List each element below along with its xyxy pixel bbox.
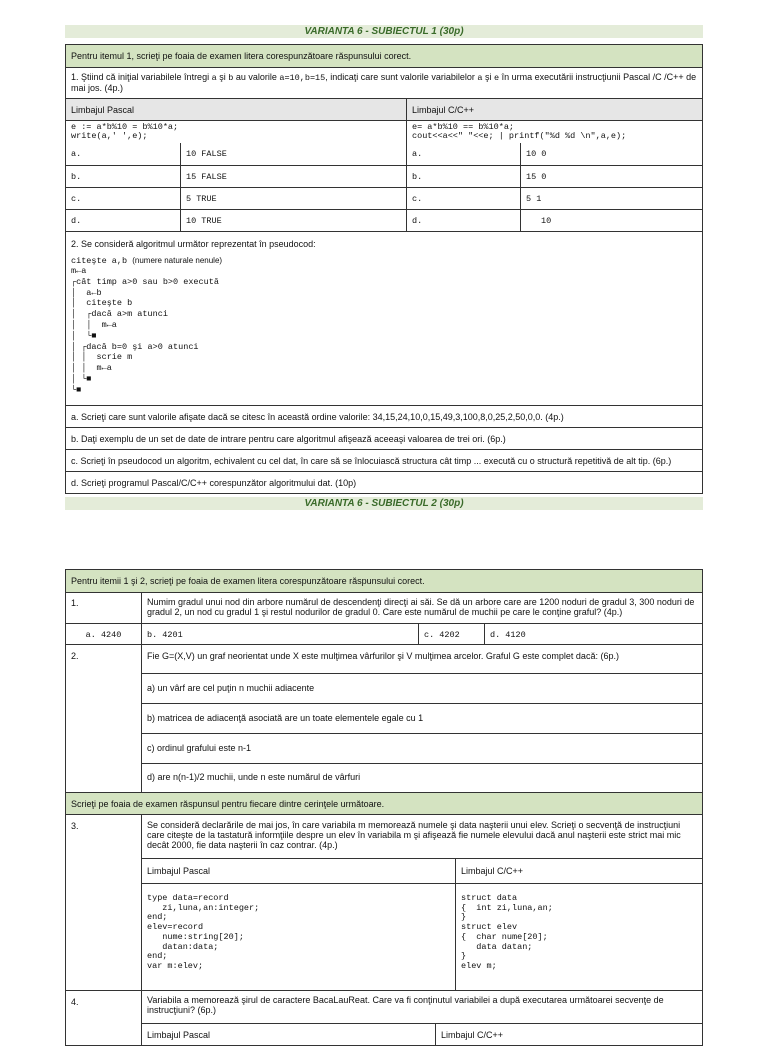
s2-q2-text: Fie G=(X,V) un graf neorientat unde X este mulţimea vârfurilor şi V mulţimea arcelor. Graful G este complet dacă: (6p.) xyxy=(147,651,619,661)
s2-q2-option-d: d) are n(n-1)/2 muchii, unde n este numărul de vârfuri xyxy=(142,763,702,792)
option-letter: a. xyxy=(406,143,520,165)
pseudocode-first-line xyxy=(71,256,316,266)
s2-q2-option-a: a) un vârf are cel puţin n muchii adiacente xyxy=(142,673,702,703)
lang-pascal: Limbajul Pascal xyxy=(147,1030,211,1040)
s1-q1-row xyxy=(66,67,702,98)
option-letter: c. xyxy=(71,194,82,204)
s2-q3-text: Se consideră declarările de mai jos, în care variabila m memorează numele şi data naşterii unui elev. Scrieţi o secvenţă de instrucţiuni care citeşte de la tastatură informţiile despre un elev în variabila m şi afişează fie numele elevului dacă anul naşterii este strict mai mic decât 2000, fie data naşterii în caz contrar. (4p.) xyxy=(147,820,681,850)
s1-item-a: a. Scrieţi care sunt valorile afişate dacă se citesc în această ordine valorile: 34,15,24,10,0,15,49,3,100,8,0,25,2,50,0,0. (4p.) xyxy=(71,412,564,422)
s2-banner: VARIANTA 6 - SUBIECTUL 2 (30p) xyxy=(65,497,703,510)
s1-q1-lang-row xyxy=(66,98,702,120)
s2-q3-num: 3. xyxy=(71,821,79,831)
code-c: e= a*b%10 == b%10*a; cout<<a<<" "<<e; | printf("%d %d \n",a,e); xyxy=(406,121,702,143)
option-letter: d. xyxy=(406,210,520,231)
s1-q1-options xyxy=(66,143,702,231)
q1-text-part: în urma executării instrucţiunii Pascal /C /C++ de mai jos. (4p.) xyxy=(71,72,697,93)
s2-q1-row xyxy=(66,592,702,623)
s2-q2-option-c: c) ordinul grafului este n-1 xyxy=(142,733,702,763)
option-pascal-value: 5 TRUE xyxy=(180,188,406,209)
s1-item-d: d. Scrieţi programul Pascal/C/C++ corespunzător algoritmului dat. (10p) xyxy=(71,478,357,488)
s1-item-b-row xyxy=(66,427,702,449)
q1-text-part: şi xyxy=(216,72,229,82)
option-d: d. 4120 xyxy=(484,624,702,644)
q1-text-part: au valorile xyxy=(233,72,280,82)
option-letter: b. xyxy=(71,172,82,182)
option-c-value: 10 xyxy=(520,210,702,231)
code-pascal: type data=record zi,luna,an:integer; end; elev=record nume:string[20]; datan:data; end; var m:elev; xyxy=(147,893,260,971)
answer-row xyxy=(66,143,702,165)
q1-var: a xyxy=(211,73,217,83)
s2-section2-row xyxy=(66,792,702,814)
s2-intro-row xyxy=(66,570,702,592)
code-pascal: e := a*b%10 = b%10*a; write(a,' ',e); xyxy=(71,122,179,141)
option-letter: b. xyxy=(406,166,520,187)
option-pascal-value: 15 FALSE xyxy=(180,166,406,187)
q1-var: a xyxy=(477,73,483,83)
s2-q3-lang-row xyxy=(142,858,702,883)
q1-var: b xyxy=(228,73,234,83)
s2-q2-num: 2. xyxy=(71,651,79,661)
lang-pascal: Limbajul Pascal xyxy=(147,866,211,876)
s1-q2-row xyxy=(66,231,702,405)
q1-var: e xyxy=(493,73,500,83)
s2-q3-body xyxy=(141,815,702,990)
answer-row xyxy=(66,187,702,209)
s2-q3-row xyxy=(66,814,702,990)
q1-init: a=10,b=15 xyxy=(279,73,326,83)
lang-c: Limbajul C/C++ xyxy=(406,99,702,120)
s2-section2: Scrieţi pe foaia de examen răspunsul pentru fiecare dintre cerinţele următoare. xyxy=(71,799,385,809)
s1-item-c-row xyxy=(66,449,702,471)
s2-q4-body xyxy=(141,991,702,1045)
s1-intro: Pentru itemul 1, scrieţi pe foaia de examen litera corespunzătoare răspunsului corect. xyxy=(71,51,412,61)
s2-q2-body xyxy=(141,645,702,792)
option-c-value: 5 1 xyxy=(520,188,702,209)
q1-text-part: 1. Ştiind că iniţial variabilele întregi xyxy=(71,72,212,82)
s2-q2-option-b: b) matricea de adiacenţă asociată are un toate elementele egale cu 1 xyxy=(142,703,702,733)
lang-pascal: Limbajul Pascal xyxy=(71,105,135,115)
s2-q3-code-row xyxy=(142,883,702,990)
s1-intro-row xyxy=(66,45,702,67)
option-a: a. 4240 xyxy=(85,630,122,640)
s2-q2-row xyxy=(66,644,702,792)
pseudocode-read: citeşte a,b xyxy=(71,256,133,266)
s1-q1-text xyxy=(66,68,702,98)
s2-q1-num: 1. xyxy=(71,598,79,608)
option-letter: d. xyxy=(71,216,82,226)
option-c-value: 10 0 xyxy=(520,143,702,165)
pseudocode-note: (numere naturale nenule) xyxy=(132,256,223,265)
q1-text-part: , indicaţi care sunt valorile variabilelor xyxy=(325,72,478,82)
s2-q4-lang-row xyxy=(142,1023,702,1045)
code-c: struct data { int zi,luna,an; } struct elev { char nume[20]; data datan; } elev m; xyxy=(455,884,702,990)
s1-q1-code-row xyxy=(66,120,702,143)
answer-row xyxy=(66,209,702,231)
s2-q4-text: Variabila a memorează şirul de caractere BacaLauReat. Care va fi conţinutul variabilei a după executarea următoarei secvenţe de instrucţiuni? (6p.) xyxy=(147,995,664,1015)
option-c-value: 15 0 xyxy=(520,166,702,187)
s1-item-b: b. Daţi exemplu de un set de date de intrare pentru care algoritmul afişează aceeaşi valoarea de trei ori. (6p.) xyxy=(71,434,506,444)
answer-row xyxy=(66,165,702,187)
lang-c: Limbajul C/C++ xyxy=(435,1024,702,1045)
q1-text-part: şi xyxy=(482,72,494,82)
s2-table xyxy=(65,569,703,1046)
s1-q2 xyxy=(66,232,321,405)
s2-q1-options xyxy=(66,623,702,644)
option-letter: a. xyxy=(71,149,82,159)
option-pascal-value: 10 TRUE xyxy=(180,210,406,231)
s1-banner: VARIANTA 6 - SUBIECTUL 1 (30p) xyxy=(65,25,703,38)
s1-item-d-row xyxy=(66,471,702,493)
s1-item-c: c. Scrieţi în pseudocod un algoritm, echivalent cu cel dat, în care să se înlocuiască structura cât timp ... execută cu o structură repetitivă de alt tip. (6p.) xyxy=(71,456,672,466)
option-b: b. 4201 xyxy=(141,624,418,644)
s2-q1-text: Numim gradul unui nod din arbore numărul de descendenţi direcţi ai săi. Se dă un arbore care are 1200 noduri de gradul 3, 300 noduri de gradul 2, un nod cu gradul 1 şi restul nodurilor de gradul 0. Care este numărul de muchii pe care le conţine graful? (4p.) xyxy=(141,593,702,623)
option-letter: c. xyxy=(406,188,520,209)
q2-title: 2. Se consideră algoritmul următor reprezentat în pseudocod: xyxy=(71,239,316,249)
option-c: c. 4202 xyxy=(418,624,484,644)
s2-q4-num: 4. xyxy=(71,997,79,1007)
lang-c: Limbajul C/C++ xyxy=(455,859,702,883)
s1-item-a-row xyxy=(66,405,702,427)
s2-q4-row xyxy=(66,990,702,1045)
option-pascal-value: 10 FALSE xyxy=(180,143,406,165)
s1-table xyxy=(65,44,703,494)
s2-intro: Pentru itemii 1 şi 2, scrieţi pe foaia de examen litera corespunzătoare răspunsului corect. xyxy=(71,576,425,586)
pseudocode: m←a ┌cât timp a>0 sau b>0 execută │ a←b │ citeşte b │ ┌dacă a>m atunci │ │ m←a │ └■ │ ┌dacă b=0 şi a>0 atunci │ │ scrie m │ │ m←a │ └■ └■ xyxy=(71,266,219,395)
